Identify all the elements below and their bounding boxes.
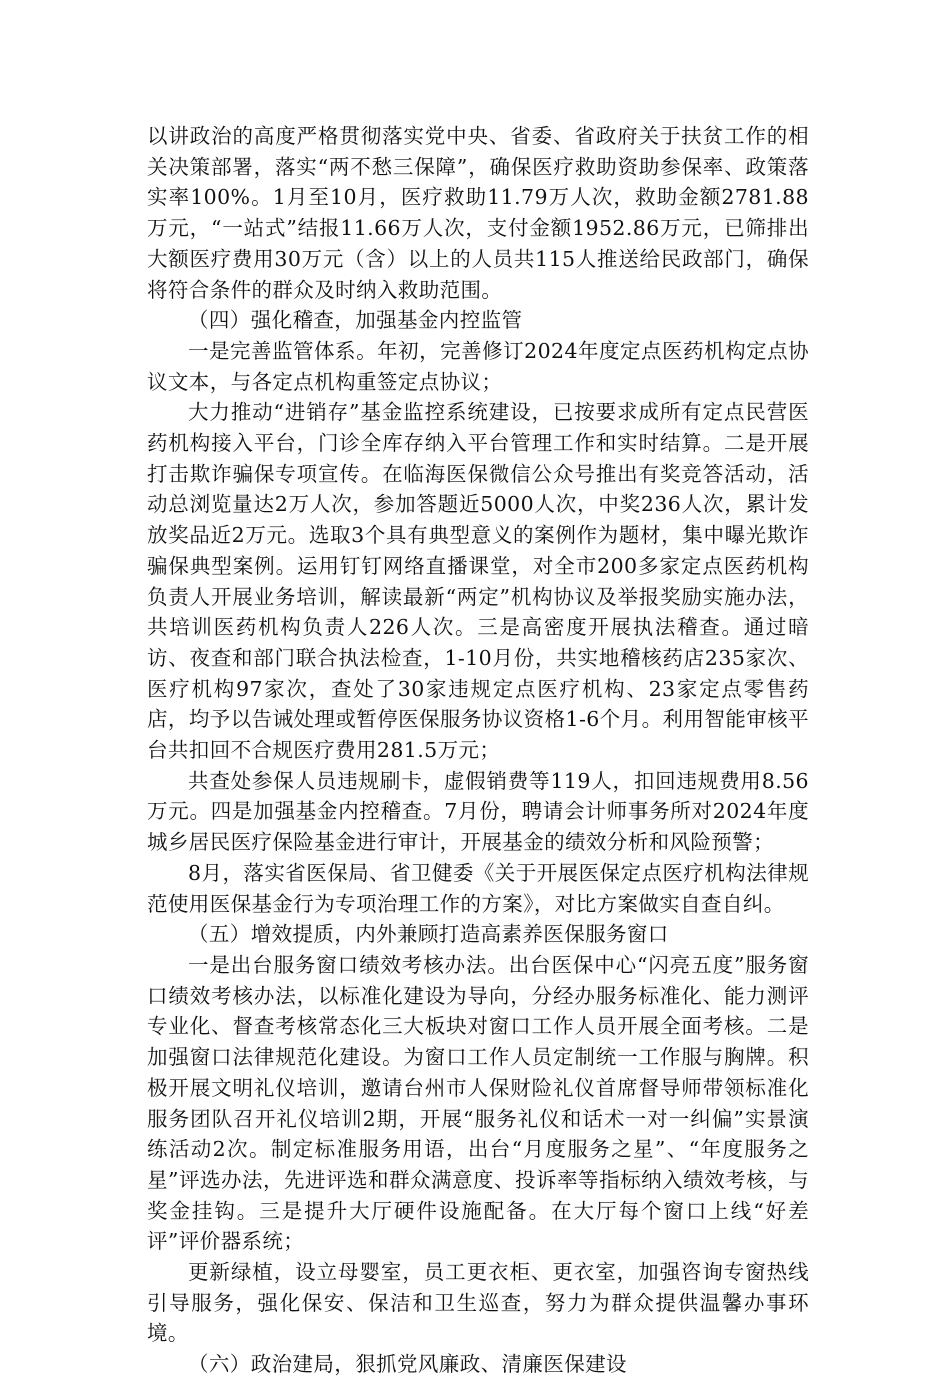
section-heading-4: （四）强化稽查，加强基金内控监管 (188, 308, 523, 333)
paragraph-supervision-system: 一是完善监管体系。年初，完善修订2024年度定点医药机构定点协议文本，与各定点机构重签定点协议； (147, 338, 809, 394)
paragraph-fund-audit: 共查处参保人员违规刷卡，虚假销费等119人，扣回违规费用8.56万元。四是加强基金内控稽查。7月份，聘请会计师事务所对2024年度城乡居民医疗保险基金进行审计，开展基金的绩效分析和风险预警； (147, 768, 809, 855)
paragraph-medical-assistance: 以讲政治的高度严格贯彻落实党中央、省委、省政府关于扶贫工作的相关决策部署，落实“两不愁三保障”，确保医疗救助资助参保率、政策落实率100%。1月至10月，医疗救助11.79万人次，救助金额2781.88万元，“一站式”结报11.66万人次，支付金额1952.86万元，已筛排出大额医疗费用30万元（含）以上的人员共115人推送给民政部门，确保将符合条件的群众及时纳入救助范围。 (147, 124, 810, 302)
paragraph-self-inspection: 8月，落实省医保局、省卫健委《关于开展医保定点医疗机构法律规范使用医保基金行为专项治理工作的方案》，对比方案做实自查自纠。 (147, 860, 809, 916)
section-heading-6: （六）政治建局，狠抓党风廉政、清廉医保建设 (188, 1352, 627, 1377)
section-heading-5: （五）增效提质，内外兼顾打造高素养医保服务窗口 (188, 922, 669, 947)
paragraph-service-window: 一是出台服务窗口绩效考核办法。出台医保中心“闪亮五度”服务窗口绩效考核办法，以标准化建设为导向，分经办服务标准化、能力测评专业化、督查考核常态化三大板块对窗口工作人员开展全面考核。二是加强窗口法律规范化建设。为窗口工作人员定制统一工作服与胸牌。积极开展文明礼仪培训，邀请台州市人保财险礼仪首席督导师带领标准化服务团队召开礼仪培训2期，开展“服务礼仪和话术一对一纠偏”实景演练活动2次。制定标准服务用语，出台“月度服务之星”、“年度服务之星”评选办法，先进评选和群众满意度、投诉率等指标纳入绩效考核，与奖金挂钩。三是提升大厅硬件设施配备。在大厅每个窗口上线“好差评”评价器系统； (147, 952, 809, 1254)
document-page (147, 121, 809, 1380)
paragraph-fraud-crackdown: 大力推动“进销存”基金监控系统建设，已按要求成所有定点民营医药机构接入平台，门诊全库存纳入平台管理工作和实时结算。二是开展打击欺诈骗保专项宣传。在临海医保微信公众号推出有奖竞答活动，活动总浏览量达2万人次，参加答题近5000人次，中奖236人次，累计发放奖品近2万元。选取3个具有典型意义的案例作为题材，集中曝光欺诈骗保典型案例。运用钉钉网络直播课堂，对全市200多家定点医药机构负责人开展业务培训，解读最新“两定”机构协议及举报奖励实施办法，共培训医药机构负责人226人次。三是高密度开展执法稽查。通过暗访、夜查和部门联合执法检查，1-10月份，共实地稽核药店235家次、医疗机构97家次，查处了30家违规定点医疗机构、23家定点零售药店，均予以告诫处理或暂停医保服务协议资格1-6个月。利用智能审核平台共扣回不合规医疗费用281.5万元； (147, 400, 810, 763)
paragraph-environment: 更新绿植，设立母婴室，员工更衣柜、更衣室，加强咨询专窗热线引导服务，强化保安、保洁和卫生巡查，努力为群众提供温馨办事环境。 (147, 1260, 809, 1346)
